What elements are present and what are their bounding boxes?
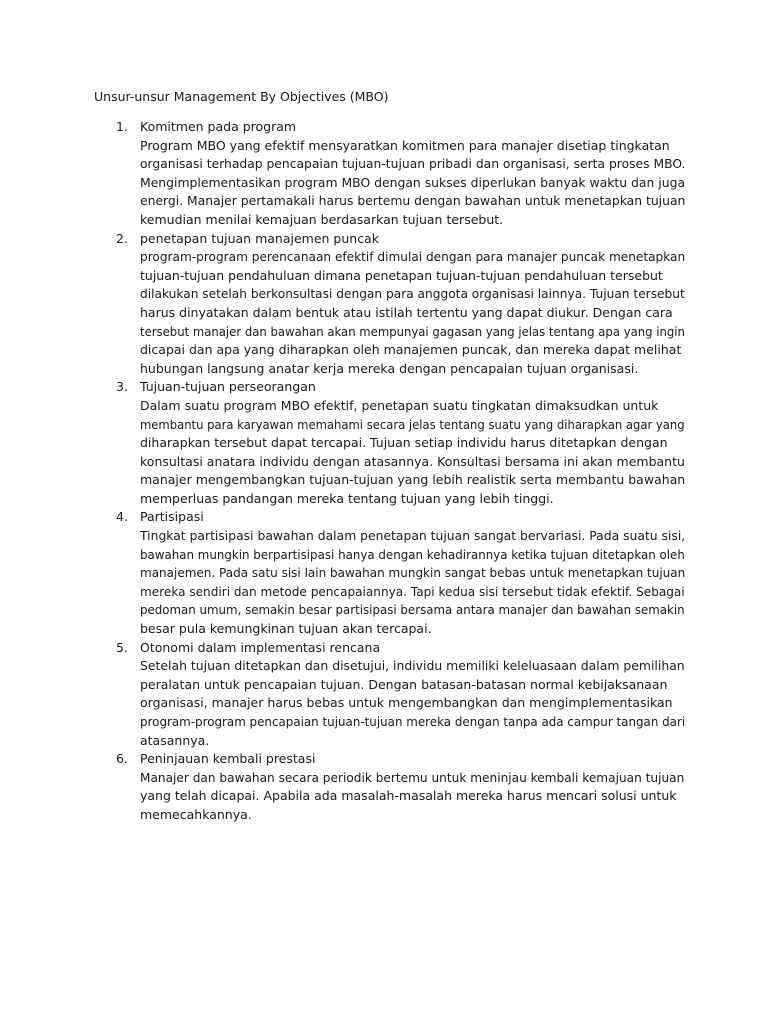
item-heading: Partisipasi — [140, 509, 204, 525]
body-line: diharapkan tersebut dapat tercapai. Tujuan setiap individu harus ditetapkan dengan — [140, 435, 668, 451]
list-item — [94, 118, 684, 230]
item-heading: Otonomi dalam implementasi rencana — [140, 639, 381, 655]
body-line: program-program pencapaian tujuan-tujuan mereka dengan tanpa ada campur tangan dari — [140, 714, 686, 729]
item-heading: Tujuan-tujuan perseorangan — [140, 379, 316, 395]
body-line: besar pula kemungkinan tujuan akan tercapai. — [140, 621, 432, 637]
body-line: manajer mengembangkan tujuan-tujuan yang lebih realistik serta membantu bawahan — [140, 472, 686, 488]
body-line: harus dinyatakan dalam bentuk atau istilah tertentu yang dapat diukur. Dengan cara — [140, 304, 673, 320]
item-number: 5. — [116, 639, 128, 655]
item-body — [140, 527, 684, 639]
item-body — [140, 137, 684, 230]
item-number: 6. — [116, 751, 128, 767]
body-line: yang telah dicapai. Apabila ada masalah-masalah mereka harus mencari solusi untuk — [140, 788, 677, 804]
body-line: program-program perencanaan efektif dimulai dengan para manajer puncak menetapkan — [140, 249, 686, 265]
body-line: organisasi, manajer harus bebas untuk mengembangkan dan mengimplementasikan — [140, 695, 673, 711]
body-line: tujuan-tujuan pendahuluan dimana penetapan tujuan-tujuan pendahuluan tersebut — [140, 267, 663, 283]
list-item — [94, 639, 684, 751]
body-line: bawahan mungkin berpartisipasi hanya dengan kehadirannya ketika tujuan ditetapkan oleh — [140, 546, 685, 562]
item-number: 4. — [116, 509, 128, 525]
list-item — [94, 508, 684, 638]
item-body — [140, 248, 684, 378]
body-line: dilakukan setelah berkonsultasi dengan para anggota organisasi lainnya. Tujuan tersebut — [140, 286, 685, 302]
body-line: dicapai dan apa yang diharapkan oleh manajemen puncak, dan mereka dapat melihat — [140, 342, 682, 358]
item-body — [140, 397, 684, 509]
item-heading: Komitmen pada program — [140, 119, 297, 134]
list-item — [94, 378, 684, 508]
item-heading: penetapan tujuan manajemen puncak — [140, 230, 379, 246]
body-line: tersebut manajer dan bawahan akan mempunyai gagasan yang jelas tentang apa yang ingin — [140, 323, 685, 339]
body-line: Tingkat partisipasi bawahan dalam penetapan tujuan sangat bervariasi. Pada suatu sisi, — [140, 528, 686, 544]
body-line: Dalam suatu program MBO efektif, penetapan suatu tingkatan dimaksudkan untuk — [140, 397, 659, 413]
body-line: Setelah tujuan ditetapkan dan disetujui, individu memiliki keleluasaan dalam pemilihan — [140, 658, 685, 674]
list-item — [94, 230, 684, 379]
body-line: membantu para karyawan memahami secara jelas tentang suatu yang diharapkan agar yang — [140, 416, 685, 432]
body-line: Manajer dan bawahan secara periodik bertemu untuk meninjau kembali kemajuan tujuan — [140, 769, 685, 785]
body-line: energi. Manajer pertamakali harus bertemu dengan bawahan untuk menetapkan tujuan — [140, 193, 686, 209]
item-number: 2. — [116, 230, 128, 246]
item-body — [140, 769, 684, 825]
body-line: memecahkannya. — [140, 806, 252, 822]
elements-list — [94, 118, 684, 825]
body-line: kemudian menilai kemajuan berdasarkan tujuan tersebut. — [140, 211, 504, 227]
body-line: atasannya. — [140, 732, 210, 748]
body-line: mereka sendiri dan metode pencapaiannya. Tapi kedua sisi tersebut tidak efektif. Sebagai — [140, 583, 685, 599]
body-line: Program MBO yang efektif mensyaratkan komitmen para manajer disetiap tingkatan — [140, 137, 670, 153]
body-line: pedoman umum, semakin besar partisipasi bersama antara manajer dan bawahan semakin — [140, 602, 685, 618]
document-title: Unsur-unsur Management By Objectives (MBO) — [94, 89, 389, 104]
item-number: 3. — [116, 379, 128, 395]
body-line: Mengimplementasikan program MBO dengan sukses diperlukan banyak waktu dan juga — [140, 174, 686, 190]
body-line: organisasi terhadap pencapaian tujuan-tujuan pribadi dan organisasi, serta proses MBO. — [140, 156, 686, 172]
body-line: konsultasi anatara individu dengan atasannya. Konsultasi bersama ini akan membantu — [140, 453, 685, 469]
item-heading: Peninjauan kembali prestasi — [140, 751, 316, 767]
list-item — [94, 750, 684, 824]
body-line: peralatan untuk pencapaian tujuan. Dengan batasan-batasan normal kebijaksanaan — [140, 676, 668, 692]
body-line: hubungan langsung anatar kerja mereka dengan pencapaian tujuan organisasi. — [140, 360, 639, 376]
body-line: memperluas pandangan mereka tentang tujuan yang lebih tinggi. — [140, 490, 554, 506]
item-body — [140, 657, 684, 750]
item-number: 1. — [116, 119, 128, 134]
body-line: manajemen. Pada satu sisi lain bawahan mungkin sangat bebas untuk menetapkan tujuan — [140, 565, 686, 581]
